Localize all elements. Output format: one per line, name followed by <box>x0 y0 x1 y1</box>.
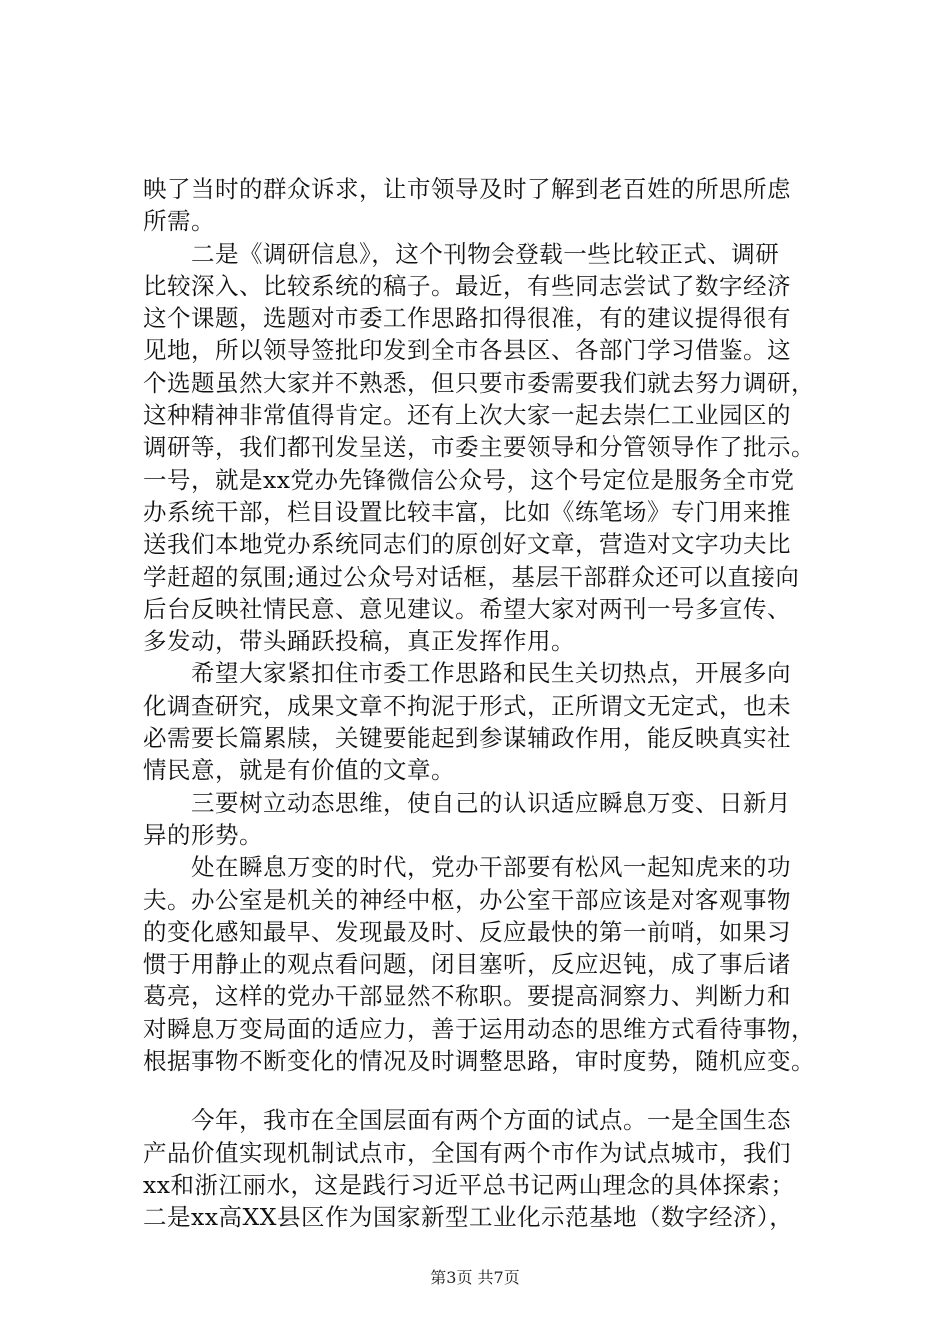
text-line: 比较深入、比较系统的稿子。最近，有些同志尝试了数字经济 <box>143 271 791 300</box>
text-line: 情民意，就是有价值的文章。 <box>143 756 455 785</box>
text-line: 处在瞬息万变的时代，党办干部要有松风一起知虎来的功 <box>143 853 791 882</box>
paragraph-spacer <box>143 1077 863 1104</box>
text-line: 后台反映社情民意、意见建议。希望大家对两刊一号多宣传、 <box>143 594 791 623</box>
text-line: 见地，所以领导签批印发到全市各县区、各部门学习借鉴。这 <box>143 336 791 365</box>
paragraph <box>143 1104 863 1233</box>
paragraph <box>143 787 863 852</box>
page-footer: 第3页 共7页 <box>430 1268 520 1287</box>
text-line: 送我们本地党办系统同志们的原创好文章，营造对文字功夫比 <box>143 530 791 559</box>
paragraph <box>143 851 863 1077</box>
text-line: 对瞬息万变局面的适应力，善于运用动态的思维方式看待事物， <box>143 1014 815 1043</box>
text-line: 这种精神非常值得肯定。还有上次大家一起去崇仁工业园区的 <box>143 401 791 430</box>
text-line: 异的形势。 <box>143 820 263 849</box>
text-line: 映了当时的群众诉求，让市领导及时了解到老百姓的所思所虑 <box>143 175 791 203</box>
text-line: 调研等，我们都刊发呈送，市委主要领导和分管领导作了批示。 <box>143 433 815 462</box>
text-line: xx和浙江丽水，这是践行习近平总书记两山理念的具体探索； <box>143 1170 795 1199</box>
document-body <box>143 173 863 1234</box>
text-line: 的变化感知最早、发现最及时、反应最快的第一前哨，如果习 <box>143 917 791 946</box>
text-line: 学赶超的氛围;通过公众号对话框，基层干部群众还可以直接向 <box>143 562 800 591</box>
text-line: 一号，就是xx党办先锋微信公众号，这个号定位是服务全市党 <box>143 465 795 494</box>
text-line: 多发动，带头踊跃投稿，真正发挥作用。 <box>143 627 575 656</box>
text-line: 今年，我市在全国层面有两个方面的试点。一是全国生态 <box>143 1106 791 1135</box>
text-line: 希望大家紧扣住市委工作思路和民生关切热点，开展多向 <box>143 659 791 688</box>
text-line: 惯于用静止的观点看问题，闭目塞听，反应迟钝，成了事后诸 <box>143 950 791 979</box>
text-line: 所需。 <box>143 207 215 236</box>
text-line: 产品价值实现机制试点市，全国有两个市作为试点城市，我们 <box>143 1138 791 1167</box>
text-line: 个选题虽然大家并不熟悉，但只要市委需要我们就去努力调研， <box>143 368 815 397</box>
text-line: 化调查研究，成果文章不拘泥于形式，正所谓文无定式，也未 <box>143 691 791 720</box>
text-line: 三要树立动态思维，使自己的认识适应瞬息万变、日新月 <box>143 788 791 817</box>
text-line: 必需要长篇累牍，关键要能起到参谋辅政作用，能反映真实社 <box>143 724 791 753</box>
paragraph <box>143 238 863 658</box>
paragraph <box>143 657 863 786</box>
paragraph <box>143 173 863 238</box>
text-line: 二是《调研信息》，这个刊物会登载一些比较正式、调研 <box>143 239 780 268</box>
text-line: 葛亮，这样的党办干部显然不称职。要提高洞察力、判断力和 <box>143 982 791 1011</box>
text-line: 夫。办公室是机关的神经中枢，办公室干部应该是对客观事物 <box>143 885 791 914</box>
text-line: 办系统干部，栏目设置比较丰富，比如《练笔场》专门用来推 <box>143 497 791 526</box>
text-line: 这个课题，选题对市委工作思路扣得很准，有的建议提得很有 <box>143 304 791 333</box>
text-line: 二是xx高XX县区作为国家新型工业化示范基地（数字经济）， <box>143 1203 794 1232</box>
text-line: 根据事物不断变化的情况及时调整思路，审时度势，随机应变。 <box>143 1047 815 1076</box>
